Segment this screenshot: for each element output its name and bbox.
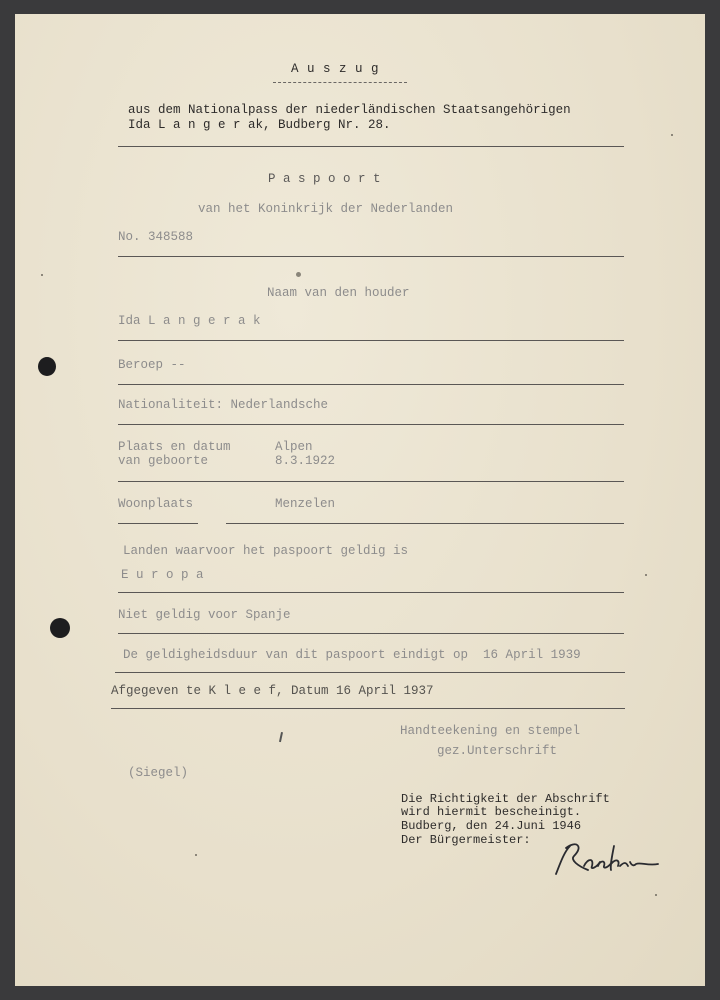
paper-speck <box>671 134 673 136</box>
validity-field: De geldigheidsduur van dit paspoort eindigt op 16 April 1939 <box>123 648 581 662</box>
certification-line-1: Die Richtigkeit der Abschrift <box>401 792 610 806</box>
punch-hole-icon <box>38 357 56 376</box>
birth-place: Alpen <box>275 440 313 454</box>
title-underline <box>273 82 407 83</box>
paper-speck <box>296 272 301 277</box>
certification-line-2: wird hiermit bescheinigt. <box>401 805 582 819</box>
signature-label-line-2: gez.Unterschrift <box>437 744 558 758</box>
birth-date: 8.3.1922 <box>275 454 336 468</box>
paper-speck <box>655 894 657 896</box>
passport-heading: P a s p o o r t <box>268 172 381 186</box>
holder-name: Ida L a n g e r a k <box>118 314 261 328</box>
residence-label: Woonplaats <box>118 497 194 511</box>
divider <box>115 672 625 673</box>
document-title: A u s z u g <box>291 62 380 76</box>
nationality-field: Nationaliteit: Nederlandsche <box>118 398 329 412</box>
divider <box>118 633 624 634</box>
paper-speck <box>645 574 647 576</box>
divider <box>118 340 624 341</box>
certification-line-4: Der Bürgermeister: <box>401 833 531 847</box>
divider <box>118 481 624 482</box>
divider <box>111 708 625 709</box>
birth-label-line-1: Plaats en datum <box>118 440 231 454</box>
divider <box>118 523 198 524</box>
divider <box>118 256 624 257</box>
stray-mark <box>279 732 283 742</box>
holder-label: Naam van den houder <box>267 286 410 300</box>
countries-label: Landen waarvoor het paspoort geldig is <box>123 544 409 558</box>
residence-value: Menzelen <box>275 497 336 511</box>
handwritten-signature-icon <box>548 836 663 884</box>
document-page <box>15 14 705 986</box>
paper-speck <box>195 854 197 856</box>
seal-label: (Siegel) <box>128 766 189 780</box>
signature-label-line-1: Handteekening en stempel <box>400 724 581 738</box>
exception-field: Niet geldig voor Spanje <box>118 608 291 622</box>
divider <box>118 424 624 425</box>
countries-value: E u r o p a <box>121 568 204 582</box>
paper-speck <box>41 274 43 276</box>
certification-line-3: Budberg, den 24.Juni 1946 <box>401 819 582 833</box>
passport-number: No. 348588 <box>118 230 194 244</box>
divider <box>226 523 624 524</box>
birth-label-line-2: van geboorte <box>118 454 209 468</box>
subtitle-line-2: Ida L a n g e r ak, Budberg Nr. 28. <box>128 118 391 132</box>
profession-field: Beroep -- <box>118 358 186 372</box>
divider <box>118 384 624 385</box>
divider <box>118 146 624 147</box>
issued-field: Afgegeven te K l e e f, Datum 16 April 1937 <box>111 684 434 698</box>
passport-country: van het Koninkrijk der Nederlanden <box>198 202 454 216</box>
divider <box>118 592 624 593</box>
subtitle-line-1: aus dem Nationalpass der niederländischen Staatsangehörigen <box>128 103 571 117</box>
punch-hole-icon <box>50 618 70 638</box>
